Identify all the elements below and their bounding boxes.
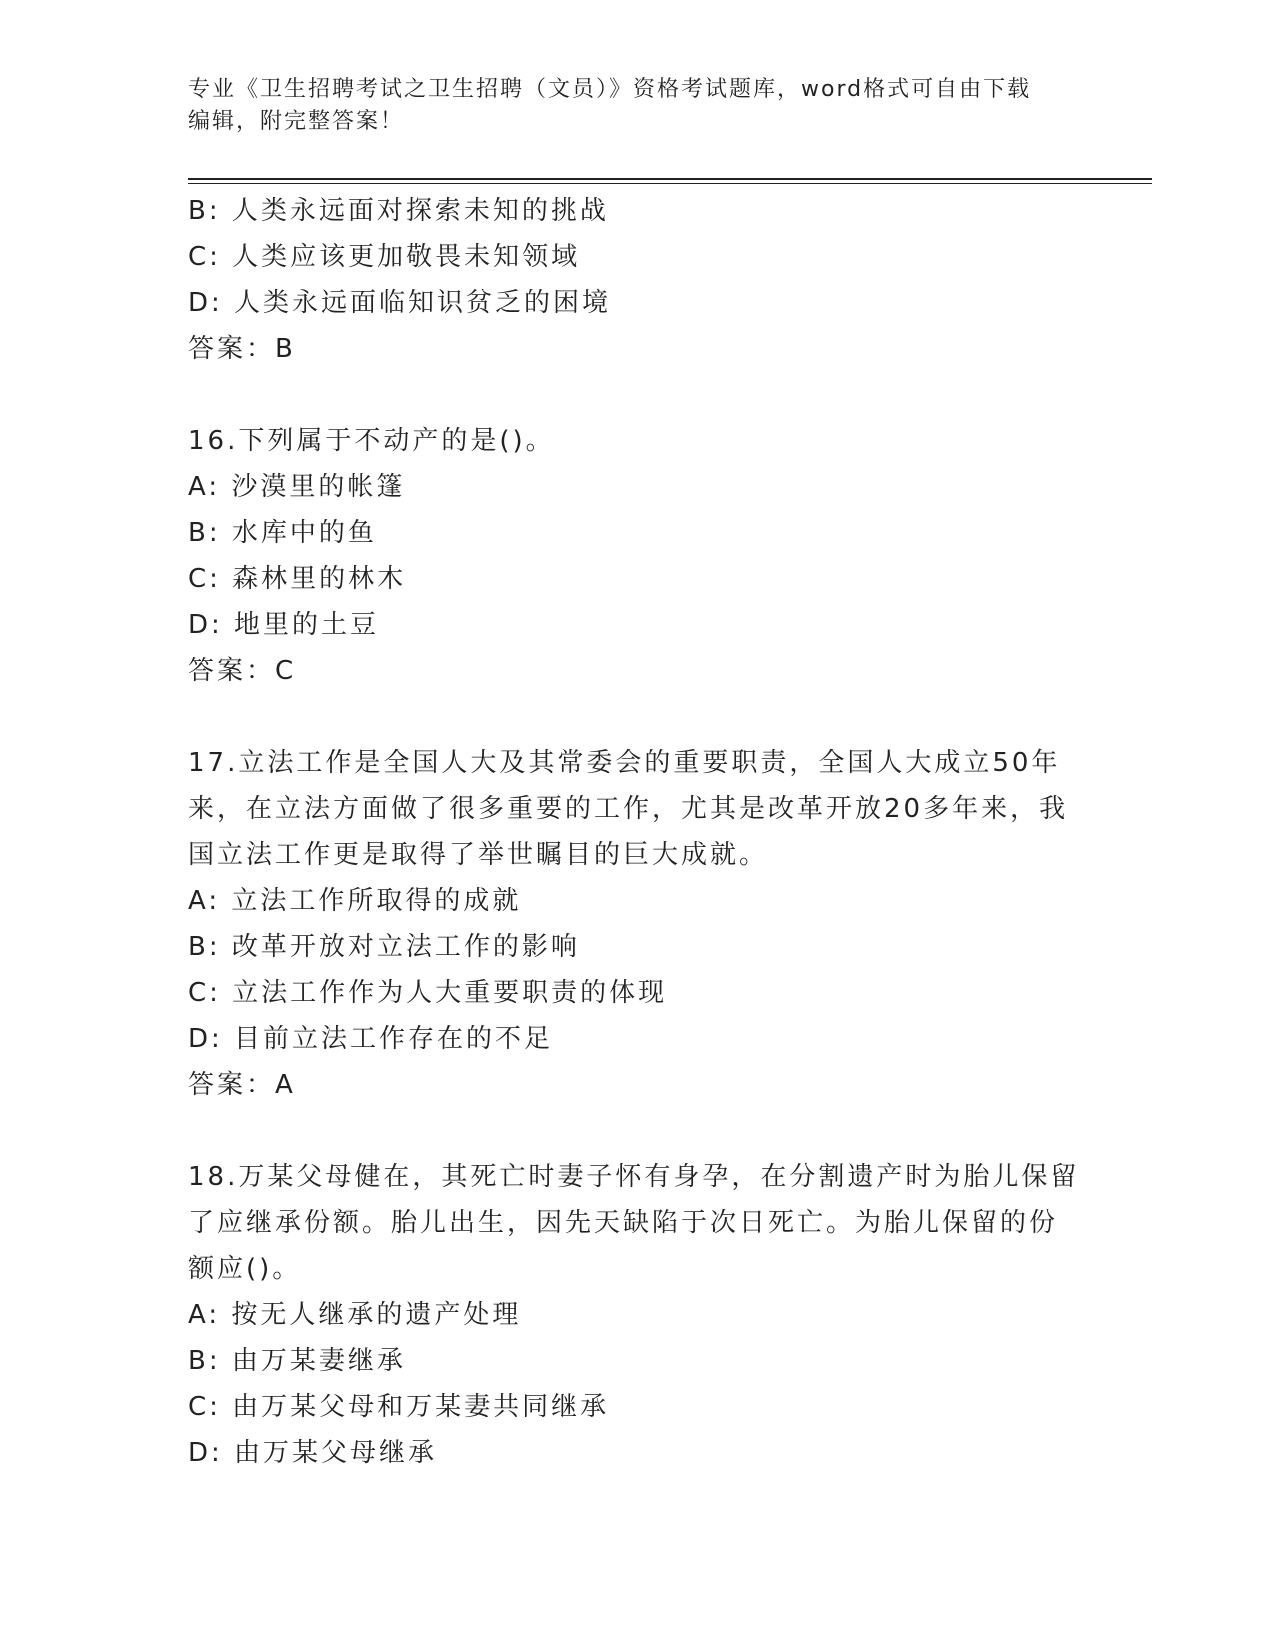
question-list xyxy=(188,188,1088,1476)
option-c: C: 森林里的林木 xyxy=(188,564,407,594)
header-line-1: 专业《卫生招聘考试之卫生招聘（文员）》资格考试题库，word格式可自由下载 xyxy=(188,77,1032,102)
option-c: C: 人类应该更加敬畏未知领域 xyxy=(188,242,581,272)
question-stem-line-2: 来，在立法方面做了很多重要的工作，尤其是改革开放20多年来，我 xyxy=(188,794,1069,824)
option-d: D: 地里的土豆 xyxy=(188,610,380,640)
answer-line: 答案：B xyxy=(188,334,296,364)
question-stem-line-3: 国立法工作更是取得了举世瞩目的巨大成就。 xyxy=(188,840,769,870)
question-stem: 16.下列属于不动产的是()。 xyxy=(188,426,555,456)
document-header xyxy=(188,74,1068,138)
header-line-2: 编辑，附完整答案！ xyxy=(188,109,405,134)
option-d: D: 目前立法工作存在的不足 xyxy=(188,1024,554,1054)
header-rule-thick xyxy=(188,178,1152,180)
option-b: B: 由万某妻继承 xyxy=(188,1346,406,1376)
question-stem-line-1: 17.立法工作是全国人大及其常委会的重要职责，全国人大成立50年 xyxy=(188,748,1061,778)
option-d: D: 人类永远面临知识贫乏的困境 xyxy=(188,288,612,318)
spacer xyxy=(188,372,1088,418)
question-stem-line-3: 额应()。 xyxy=(188,1254,302,1284)
question-stem-line-1: 18.万某父母健在，其死亡时妻子怀有身孕，在分割遗产时为胎儿保留 xyxy=(188,1162,1080,1192)
option-a: A: 沙漠里的帐篷 xyxy=(188,472,406,502)
option-b: B: 人类永远面对探索未知的挑战 xyxy=(188,196,609,226)
question-stem-line-2: 了应继承份额。胎儿出生，因先天缺陷于次日死亡。为胎儿保留的份 xyxy=(188,1208,1059,1238)
answer-line: 答案：C xyxy=(188,656,297,686)
spacer xyxy=(188,694,1088,740)
option-b: B: 水库中的鱼 xyxy=(188,518,377,548)
option-c: C: 立法工作作为人大重要职责的体现 xyxy=(188,978,668,1008)
option-a: A: 按无人继承的遗产处理 xyxy=(188,1300,522,1330)
question-18 xyxy=(188,1154,1088,1476)
question-15 xyxy=(188,188,1088,372)
option-d: D: 由万某父母继承 xyxy=(188,1438,438,1468)
answer-line: 答案：A xyxy=(188,1070,296,1100)
option-c: C: 由万某父母和万某妻共同继承 xyxy=(188,1392,610,1422)
question-16 xyxy=(188,418,1088,694)
option-a: A: 立法工作所取得的成就 xyxy=(188,886,522,916)
header-rule-thin xyxy=(188,183,1152,184)
option-b: B: 改革开放对立法工作的影响 xyxy=(188,932,580,962)
spacer xyxy=(188,1108,1088,1154)
question-17 xyxy=(188,740,1088,1108)
